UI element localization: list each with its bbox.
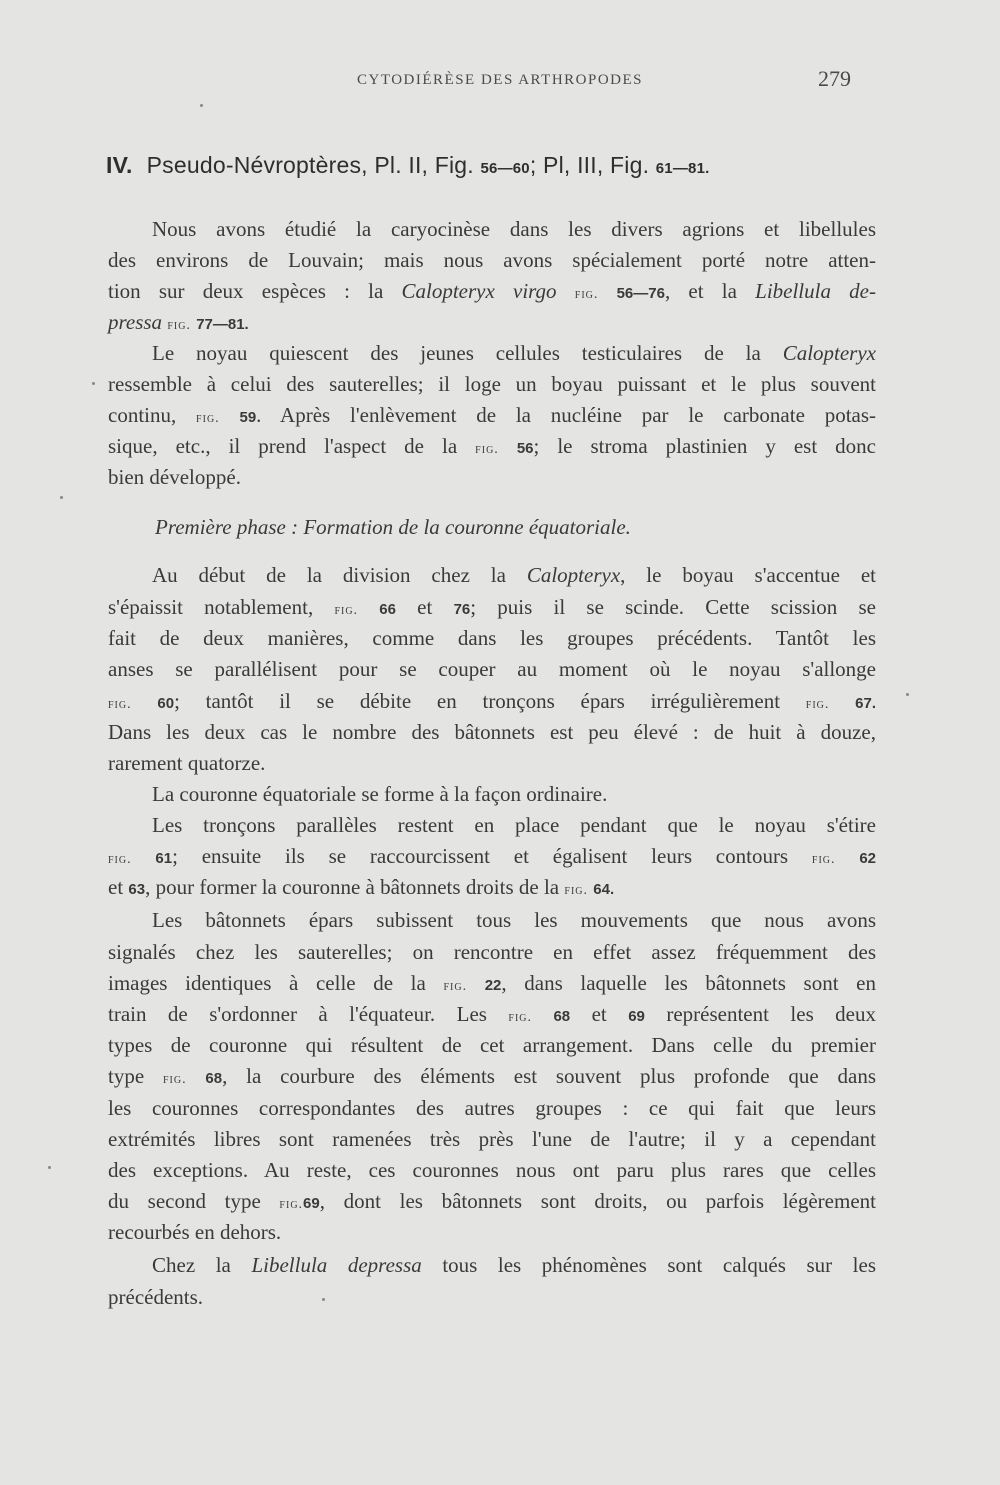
text-line: train de s'ordonner à l'équateur. Les fig. 68 et 69 représentent les deux: [108, 1002, 877, 1026]
print-speck: [92, 382, 95, 385]
text-line: rarement quatorze.: [108, 751, 266, 775]
text-line: types de couronne qui résultent de cet arrangement. Dans celle du premier: [108, 1033, 876, 1057]
text-line: type fig. 68, la courbure des éléments est souvent plus profonde que dans: [108, 1064, 877, 1088]
text-line: images identiques à celle de la fig. 22, dans laquelle les bâtonnets sont en: [108, 971, 876, 995]
text-line: Les bâtonnets épars subissent tous les mouvements que nous avons: [152, 908, 876, 932]
text-line: s'épaissit notablement, fig. 66 et 76; puis il se scinde. Cette scission se: [108, 595, 876, 619]
text-line: tion sur deux espèces : la Calopteryx virgo fig. 56—76, et la Libellula de-: [108, 279, 876, 303]
section-heading: [106, 152, 710, 179]
print-speck: [322, 1298, 325, 1301]
figure-range: 61—81.: [655, 160, 710, 177]
page-number: 279: [818, 66, 851, 91]
section-numeral: IV.: [106, 152, 133, 178]
text-line: pressa fig. 77—81.: [108, 310, 249, 334]
print-speck: [906, 693, 909, 696]
figure-range: 56—60: [480, 160, 530, 177]
text-line: ressemble à celui des sauterelles; il loge un boyau puissant et le plus souvent: [108, 372, 876, 396]
text-line: Le noyau quiescent des jeunes cellules testiculaires de la Calopteryx: [152, 341, 876, 365]
text-line: fig. 61; ensuite ils se raccourcissent et égalisent leurs contours fig. 62: [108, 844, 877, 868]
running-title: CYTODIÉRÈSE DES ARTHROPODES: [356, 72, 643, 88]
text-line: sique, etc., il prend l'aspect de la fig. 56; le stroma plastinien y est donc: [108, 434, 876, 458]
text-line: du second type fig.69, dont les bâtonnets sont droits, ou parfois légèrement: [108, 1189, 876, 1213]
text-line: recourbés en dehors.: [108, 1220, 282, 1244]
text-line: fait de deux manières, comme dans les groupes précédents. Tantôt les: [108, 626, 876, 650]
text-line: continu, fig. 59. Après l'enlèvement de la nucléine par le carbonate potas-: [108, 403, 877, 427]
text-line: Nous avons étudié la caryocinèse dans les divers agrions et libellules: [152, 217, 876, 241]
text-line: La couronne équatoriale se forme à la façon ordinaire.: [152, 782, 608, 806]
text-line: anses se parallélisent pour se couper au moment où le noyau s'allonge: [108, 657, 876, 681]
print-speck: [200, 104, 203, 107]
text-line: et 63, pour former la couronne à bâtonnets droits de la fig. 64.: [108, 875, 615, 899]
text-line: des environs de Louvain; mais nous avons spécialement porté notre atten-: [108, 248, 876, 272]
text-line: Les tronçons parallèles restent en place pendant que le noyau s'étire: [152, 813, 876, 837]
section-title-part: ; Pl, III, Fig.: [529, 152, 656, 178]
text-line: les couronnes correspondantes des autres groupes : ce qui fait que leurs: [108, 1096, 876, 1120]
text-line: Chez la Libellula depressa tous les phénomènes sont calqués sur les: [152, 1253, 877, 1277]
print-speck: [48, 1166, 51, 1169]
subsection-heading: Première phase : Formation de la couronne équatoriale.: [155, 515, 631, 539]
text-line: précédents.: [108, 1285, 204, 1309]
text-line: bien développé.: [108, 465, 241, 489]
section-title-part: Pseudo-Névroptères, Pl. II, Fig.: [146, 152, 481, 178]
text-line: extrémités libres sont ramenées très près l'une de l'autre; il y a cependant: [108, 1127, 876, 1151]
text-line: Dans les deux cas le nombre des bâtonnets est peu élevé : de huit à douze,: [108, 720, 876, 744]
text-line: signalés chez les sauterelles; on rencontre en effet assez fréquemment des: [108, 940, 876, 964]
text-line: Au début de la division chez la Calopteryx, le boyau s'accentue et: [152, 563, 877, 587]
text-line: des exceptions. Au reste, ces couronnes nous ont paru plus rares que celles: [108, 1158, 876, 1182]
text-line: fig. 60; tantôt il se débite en tronçons épars irrégulièrement fig. 67.: [108, 689, 877, 713]
print-speck: [60, 496, 63, 499]
